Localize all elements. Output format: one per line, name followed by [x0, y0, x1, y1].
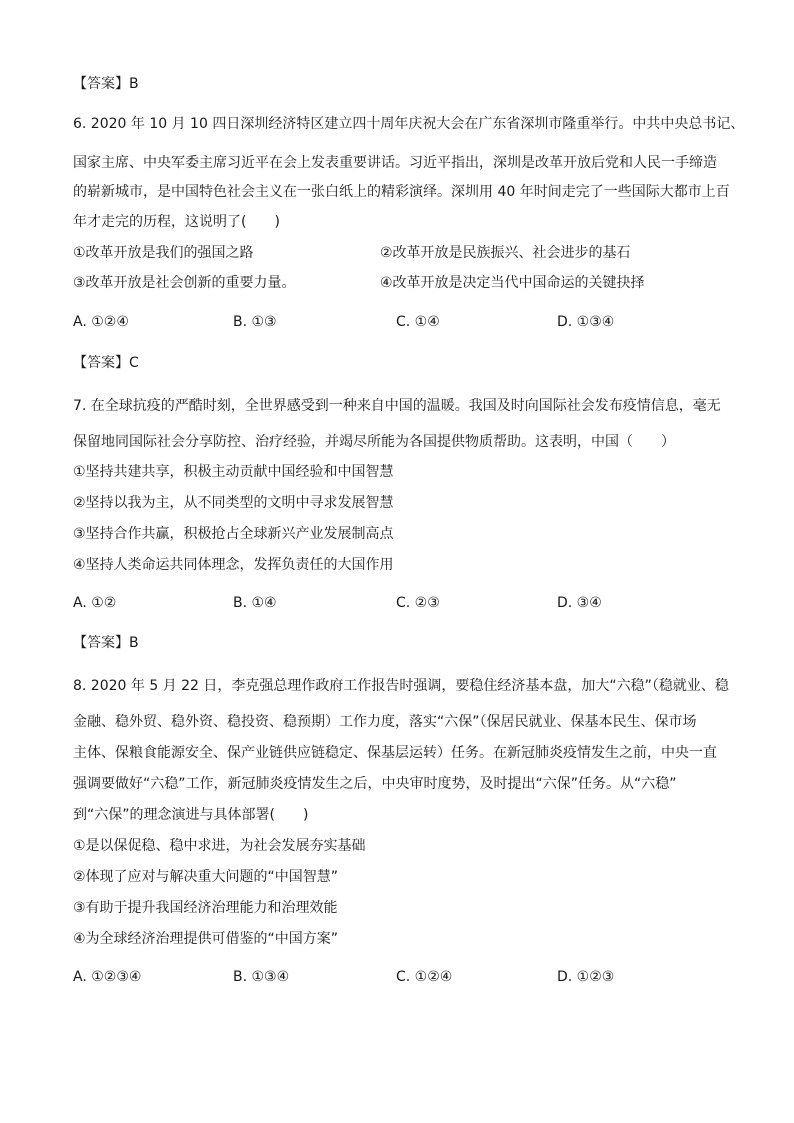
q8-statement-1: ①是以保促稳、稳中求进，为社会发展夯实基础	[73, 838, 366, 854]
q6-stem-line-4: 年才走完的历程，这说明了( )	[73, 214, 280, 230]
q7-statement-3: ③坚持合作共赢，积极抢占全球新兴产业发展制高点	[73, 526, 394, 542]
q6-statement-4: ④改革开放是决定当代中国命运的关键抉择	[380, 275, 645, 291]
q7-option-b[interactable]: B. ①④	[233, 595, 277, 611]
q8-statement-2: ②体现了应对与解决重大问题的“中国智慧”	[73, 869, 339, 885]
q6-stem-line-3: 的崭新城市，是中国特色社会主义在一张白纸上的精彩演绎。深圳用 40 年时间走完了一些国际大都市上百	[73, 184, 730, 200]
q8-stem-line-1: 8. 2020 年 5 月 22 日，李克强总理作政府工作报告时强调，要稳住经济基本盘，加大“六稳”（稳就业、稳	[73, 678, 729, 694]
q6-statement-1: ①改革开放是我们的强国之路	[73, 245, 254, 261]
q6-option-d[interactable]: D. ①③④	[557, 314, 615, 330]
q7-stem-line-2: 保留地同国际社会分享防控、治疗经验，并竭尽所能为各国提供物质帮助。这表明，中国（ ）	[73, 434, 675, 450]
q8-statement-4: ④为全球经济治理提供可借鉴的“中国方案”	[73, 931, 339, 947]
q8-statement-3: ③有助于提升我国经济治理能力和治理效能	[73, 900, 338, 916]
q8-option-d[interactable]: D. ①②③	[557, 969, 615, 985]
answer-tag: 【答案】	[73, 635, 129, 651]
q7-option-d[interactable]: D. ③④	[557, 595, 602, 611]
q8-stem-line-5: 到“六保”的理念演进与具体部署( )	[73, 807, 309, 823]
q6-option-b[interactable]: B. ①③	[233, 314, 277, 330]
q7-stem-line-1: 7. 在全球抗疫的严酷时刻，全世界感受到一种来自中国的温暖。我国及时向国际社会发布疫情信息，毫无	[73, 398, 721, 414]
q6-option-c[interactable]: C. ①④	[396, 314, 440, 330]
q7-statement-2: ②坚持以我为主，从不同类型的文明中寻求发展智慧	[73, 495, 394, 511]
q7-statement-4: ④坚持人类命运共同体理念，发挥负责任的大国作用	[73, 557, 394, 573]
answer-tag: 【答案】	[73, 355, 129, 371]
q8-stem-line-4: 强调要做好“六稳”工作，新冠肺炎疫情发生之后，中央审时度势，及时提出“六保”任务。从“六稳”	[73, 776, 677, 792]
answer-value: B	[129, 76, 139, 92]
q7-option-a[interactable]: A. ①②	[73, 595, 117, 611]
q8-option-a[interactable]: A. ①②③④	[73, 969, 142, 985]
q6-statement-3: ③改革开放是社会创新的重要力量。	[73, 275, 296, 291]
answer-value: C	[129, 355, 139, 371]
q6-statement-2: ②改革开放是民族振兴、社会进步的基石	[380, 245, 631, 261]
answer-tag: 【答案】	[73, 76, 129, 92]
q7-answer	[73, 633, 139, 653]
q8-option-b[interactable]: B. ①③④	[233, 969, 290, 985]
q6-stem-line-1: 6. 2020 年 10 月 10 四日深圳经济特区建立四十周年庆祝大会在广东省深圳市隆重举行。中共中央总书记、	[73, 116, 745, 132]
q8-stem-line-2: 金融、稳外贸、稳外资、稳投资、稳预期）工作力度，落实“六保”（保居民就业、保基本民生、保市场	[73, 714, 697, 730]
q6-answer	[73, 353, 139, 373]
q5-answer	[73, 74, 139, 94]
q8-stem-line-3: 主体、保粮食能源安全、保产业链供应链稳定、保基层运转）任务。在新冠肺炎疫情发生之前，中央一直	[73, 745, 717, 761]
q6-option-a[interactable]: A. ①②④	[73, 314, 129, 330]
q7-option-c[interactable]: C. ②③	[396, 595, 440, 611]
q6-stem-line-2: 国家主席、中央军委主席习近平在会上发表重要讲话。习近平指出，深圳是改革开放后党和人民一手缔造	[73, 155, 717, 171]
q7-statement-1: ①坚持共建共享，积极主动贡献中国经验和中国智慧	[73, 464, 394, 480]
answer-value: B	[129, 635, 139, 651]
q8-option-c[interactable]: C. ①②④	[396, 969, 453, 985]
